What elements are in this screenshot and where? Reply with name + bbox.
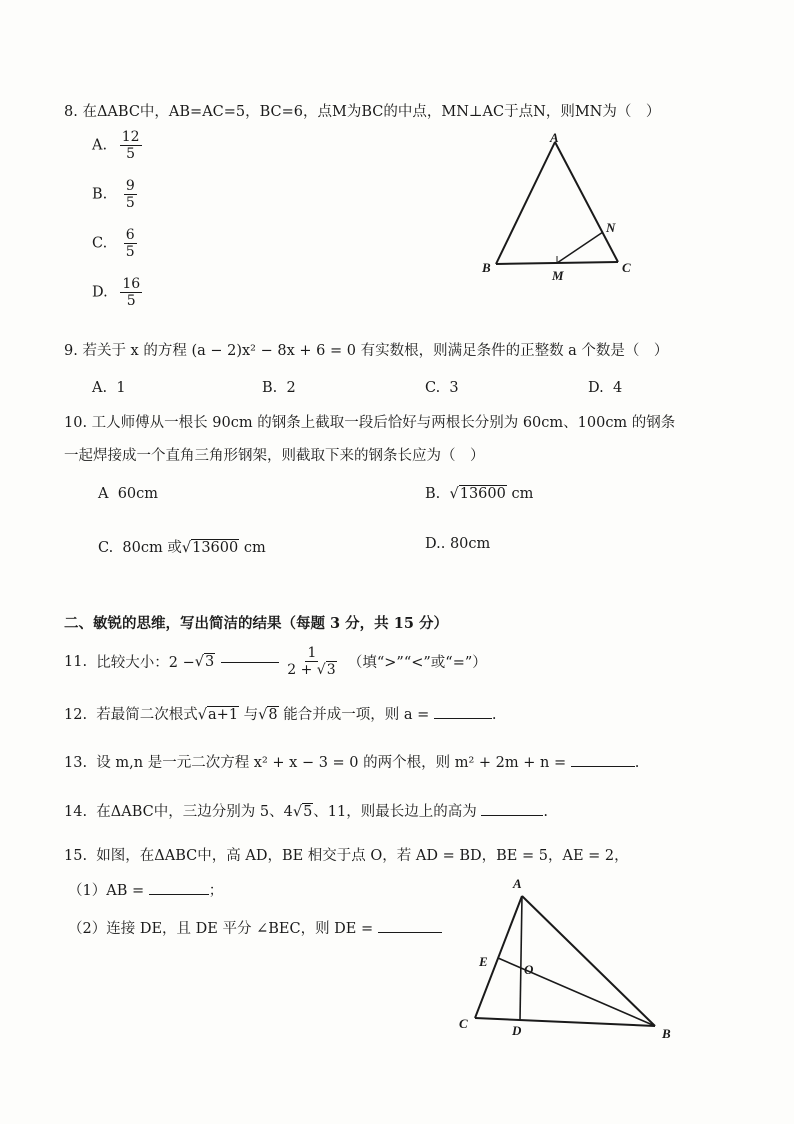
- option-text: 2: [286, 380, 296, 396]
- q10-stem-line2: [64, 444, 485, 465]
- question-number: 14.: [64, 804, 88, 820]
- option-label: B.: [425, 486, 441, 502]
- question-text: 工人师傅从一根长 90cm 的钢条上截取一段后恰好与两根长分别为 60cm、100cm 的钢条: [91, 415, 676, 431]
- option-fraction: [120, 276, 142, 309]
- q8-triangle-figure: [470, 128, 650, 288]
- radicand: 3: [205, 654, 215, 671]
- point-label-d: D: [512, 1023, 522, 1038]
- vertex-label-c: C: [459, 1016, 468, 1031]
- fraction: [285, 645, 338, 678]
- option-text: 80cm: [449, 536, 491, 552]
- punctuation: .: [634, 755, 640, 771]
- q10-stem-line1: [64, 411, 675, 432]
- q8-option-a[interactable]: [92, 129, 142, 162]
- option-text: 4: [612, 380, 623, 396]
- fraction-denominator: 5: [126, 146, 136, 163]
- fraction-numerator: 1: [307, 645, 317, 661]
- denominator-prefix: 2 +: [287, 662, 317, 679]
- question-number: 8.: [64, 104, 78, 120]
- radicand: 5: [303, 804, 313, 820]
- question-number: 15.: [64, 848, 88, 864]
- sub-question-text: （1）AB =: [68, 883, 145, 899]
- section-title: 二、敏锐的思维，写出简洁的结果（每题 3 分，共 15 分）: [64, 615, 448, 632]
- fraction-denominator: 5: [126, 293, 136, 310]
- unit: cm: [511, 486, 534, 502]
- question-number: 10.: [64, 415, 88, 431]
- punctuation: .: [491, 707, 497, 723]
- answer-blank[interactable]: [149, 893, 209, 895]
- option-fraction: [124, 178, 137, 211]
- fraction-numerator: 12: [121, 129, 140, 145]
- q9-option-a[interactable]: [92, 380, 126, 396]
- vertex-label-a: A: [513, 876, 522, 891]
- q10-option-c[interactable]: C. 80cm 或√13600 cm: [98, 540, 266, 556]
- answer-blank[interactable]: [434, 717, 492, 719]
- q14: 14. 在ΔABC中，三边分别为 5、4√5、11，则最长边上的高为 .: [64, 804, 548, 820]
- q15-stem: [64, 844, 629, 865]
- q8-option-c[interactable]: [92, 227, 137, 260]
- q9-stem: [64, 339, 668, 360]
- radicand: 8: [268, 707, 278, 723]
- q8-option-b[interactable]: [92, 178, 137, 211]
- vertex-label-c: C: [622, 260, 631, 275]
- q13: [64, 751, 639, 772]
- option-label: C.: [92, 235, 108, 252]
- q10-option-b[interactable]: B. √13600 cm: [425, 486, 534, 502]
- answer-blank[interactable]: [378, 931, 442, 933]
- q8-stem: [64, 100, 660, 121]
- question-text: 与: [243, 707, 259, 723]
- radicand: 13600: [192, 540, 239, 556]
- option-label: D.: [588, 380, 604, 396]
- fraction-denominator: 2 + √3: [287, 662, 336, 679]
- radicand: a+1: [208, 707, 239, 723]
- option-text: 1: [116, 380, 126, 396]
- radicand: 3: [326, 662, 336, 679]
- answer-blank[interactable]: [481, 814, 543, 816]
- option-text: 80cm 或: [122, 540, 182, 556]
- question-text: 若关于 x 的方程 (a − 2)x² − 8x + 6 = 0 有实数根，则满足条件的正整数 a 个数是（ ）: [82, 343, 669, 359]
- radicand: 13600: [459, 486, 506, 502]
- fraction-numerator: 16: [122, 276, 141, 292]
- point-label-n: N: [606, 220, 616, 235]
- point-label-m: M: [552, 268, 564, 283]
- question-text: 设 m,n 是一元二次方程 x² + x − 3 = 0 的两个根，则 m² + 2m + n =: [96, 755, 567, 771]
- point-label-e: E: [479, 954, 488, 969]
- q12: 12. 若最简二次根式√a+1 与√8 能合并成一项，则 a = .: [64, 707, 497, 723]
- q15-triangle-figure: [455, 870, 685, 1050]
- q11: 11. 比较大小：2 − √ 3 $\frac{1}{2 + √3}$ （填“>”“<”或“=”）: [64, 645, 487, 679]
- q9-option-b[interactable]: [262, 380, 296, 396]
- question-number: 11.: [64, 653, 88, 670]
- question-text: 、11，则最长边上的高为: [313, 804, 477, 820]
- question-text: 若最简二次根式: [96, 707, 198, 723]
- question-number: 12.: [64, 707, 88, 723]
- option-label: A: [98, 486, 109, 502]
- fill-hint: （填“>”“<”或“=”）: [347, 655, 487, 672]
- question-number: 13.: [64, 755, 88, 771]
- option-label: D.: [92, 284, 108, 301]
- option-label: C.: [98, 540, 114, 556]
- fraction-denominator: 5: [125, 195, 135, 212]
- question-text: 在ΔABC中，AB=AC=5，BC=6，点M为BC的中点，MN⊥AC于点N，则MN为（ ）: [82, 104, 661, 120]
- option-label: B.: [92, 186, 108, 203]
- fraction-numerator: 6: [125, 227, 135, 243]
- unit: cm: [243, 540, 266, 556]
- sub-question-text: （2）连接 DE，且 DE 平分 ∠BEC，则 DE =: [68, 921, 374, 937]
- option-text: 60cm: [117, 486, 159, 502]
- q10-option-d[interactable]: [425, 536, 490, 552]
- q15-part1: [68, 879, 223, 900]
- q15-part2: [68, 917, 442, 938]
- option-label: A.: [92, 380, 108, 396]
- question-number: 9.: [64, 343, 78, 359]
- option-fraction: [120, 129, 142, 162]
- punctuation: .: [543, 804, 548, 820]
- option-text: 3: [449, 380, 459, 396]
- q8-option-d[interactable]: [92, 276, 142, 309]
- vertex-label-a: A: [550, 130, 559, 145]
- question-text: 一起焊接成一个直角三角形钢架，则截取下来的钢条长应为（ ）: [64, 448, 485, 464]
- option-label: D..: [425, 536, 446, 552]
- point-label-o: O: [524, 962, 534, 977]
- fraction-denominator: 5: [125, 244, 135, 261]
- vertex-label-b: B: [662, 1026, 671, 1041]
- question-text: 比较大小：2 −: [96, 655, 195, 672]
- question-text: 如图，在ΔABC中，高 AD，BE 相交于点 O，若 AD = BD，BE = 5，AE = 2，: [96, 848, 629, 864]
- vertex-label-b: B: [482, 260, 491, 275]
- option-label: A.: [92, 137, 108, 154]
- option-fraction: [124, 227, 137, 260]
- q9-option-d[interactable]: [588, 380, 622, 396]
- q10-option-a[interactable]: [98, 486, 158, 502]
- option-label: C.: [425, 380, 441, 396]
- punctuation: ；: [208, 883, 224, 899]
- q9-option-c[interactable]: [425, 380, 459, 396]
- answer-blank[interactable]: [571, 765, 635, 767]
- fraction-numerator: 9: [125, 178, 135, 194]
- answer-blank[interactable]: [221, 661, 279, 663]
- option-label: B.: [262, 380, 278, 396]
- question-text: 在ΔABC中，三边分别为 5、4: [96, 804, 293, 820]
- question-text: 能合并成一项，则 a =: [283, 707, 430, 723]
